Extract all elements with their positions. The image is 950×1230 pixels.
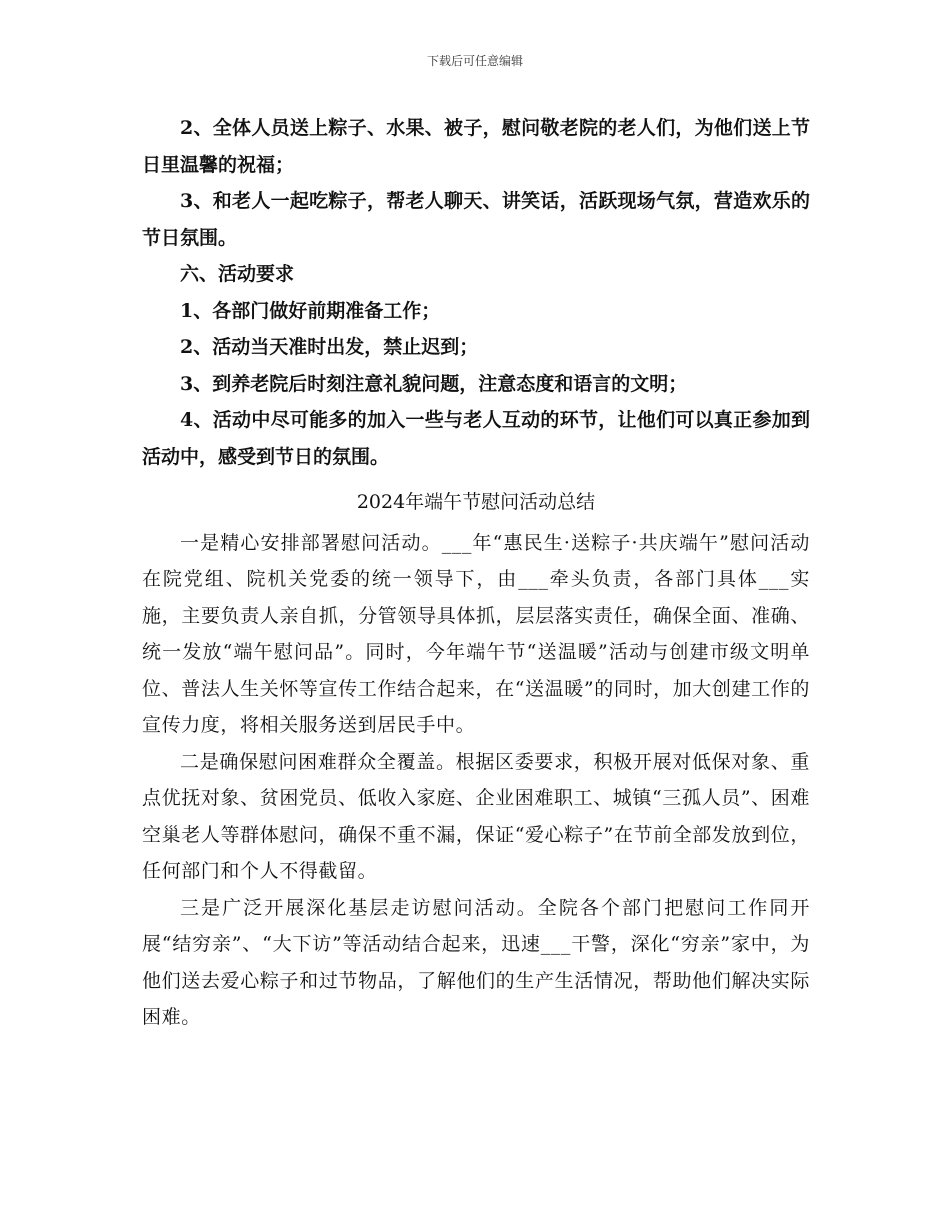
requirement-item-4: 4、活动中尽可能多的加入一些与老人互动的环节，让他们可以真正参加到活动中，感受到节日的氛围。	[142, 409, 810, 468]
requirement-item-3: 3、到养老院后时刻注意礼貌问题，注意态度和语言的文明；	[180, 372, 688, 395]
document-title: 2024年端午节慰问活动总结	[356, 491, 596, 513]
requirement-item-2: 2、活动当天准时出发，禁止迟到；	[180, 336, 479, 358]
paragraph-item-3: 3、和老人一起吃粽子，帮老人聊天、讲笑话，活跃现场气氛，营造欢乐的节日氛围。	[142, 190, 810, 249]
body-paragraph-2: 二是确保慰问困难群众全覆盖。根据区委要求，积极开展对低保对象、重点优抚对象、贫困党员、低收入家庭、企业困难职工、城镇“三孤人员”、困难空巢老人等群体慰问，确保不重不漏，保证“爱心粽子”在节前全部发放到位，任何部门和个人不得截留。	[142, 750, 810, 882]
requirement-item-1: 1、各部门做好前期准备工作；	[180, 299, 441, 322]
document-page	[142, 110, 810, 1036]
body-paragraph-3: 三是广泛开展深化基层走访慰问活动。全院各个部门把慰问工作同开展“结穷亲”、“大下访”等活动结合起来，迅速___干警，深化“穷亲”家中，为他们送去爱心粽子和过节物品，了解他们的生产生活情况，帮助他们解决实际困难。	[142, 896, 810, 1028]
body-paragraph-1: 一是精心安排部署慰问活动。___年“惠民生·送粽子·共庆端午”慰问活动在院党组、院机关党委的统一领导下，由___牵头负责，各部门具体___实施，主要负责人亲自抓，分管领导具体抓，层层落实责任，确保全面、准确、统一发放“端午慰问品”。同时，今年端午节“送温暖”活动与创建市级文明单位、普法人生关怀等宣传工作结合起来，在“送温暖”的同时，加大创建工作的宣传力度，将相关服务送到居民手中。	[142, 531, 810, 736]
section-heading-requirements: 六、活动要求	[180, 263, 295, 285]
paragraph-item-2: 2、全体人员送上粽子、水果、被子，慰问敬老院的老人们，为他们送上节日里温馨的祝福；	[142, 117, 810, 176]
page-header: 下载后可任意编辑	[426, 54, 523, 68]
